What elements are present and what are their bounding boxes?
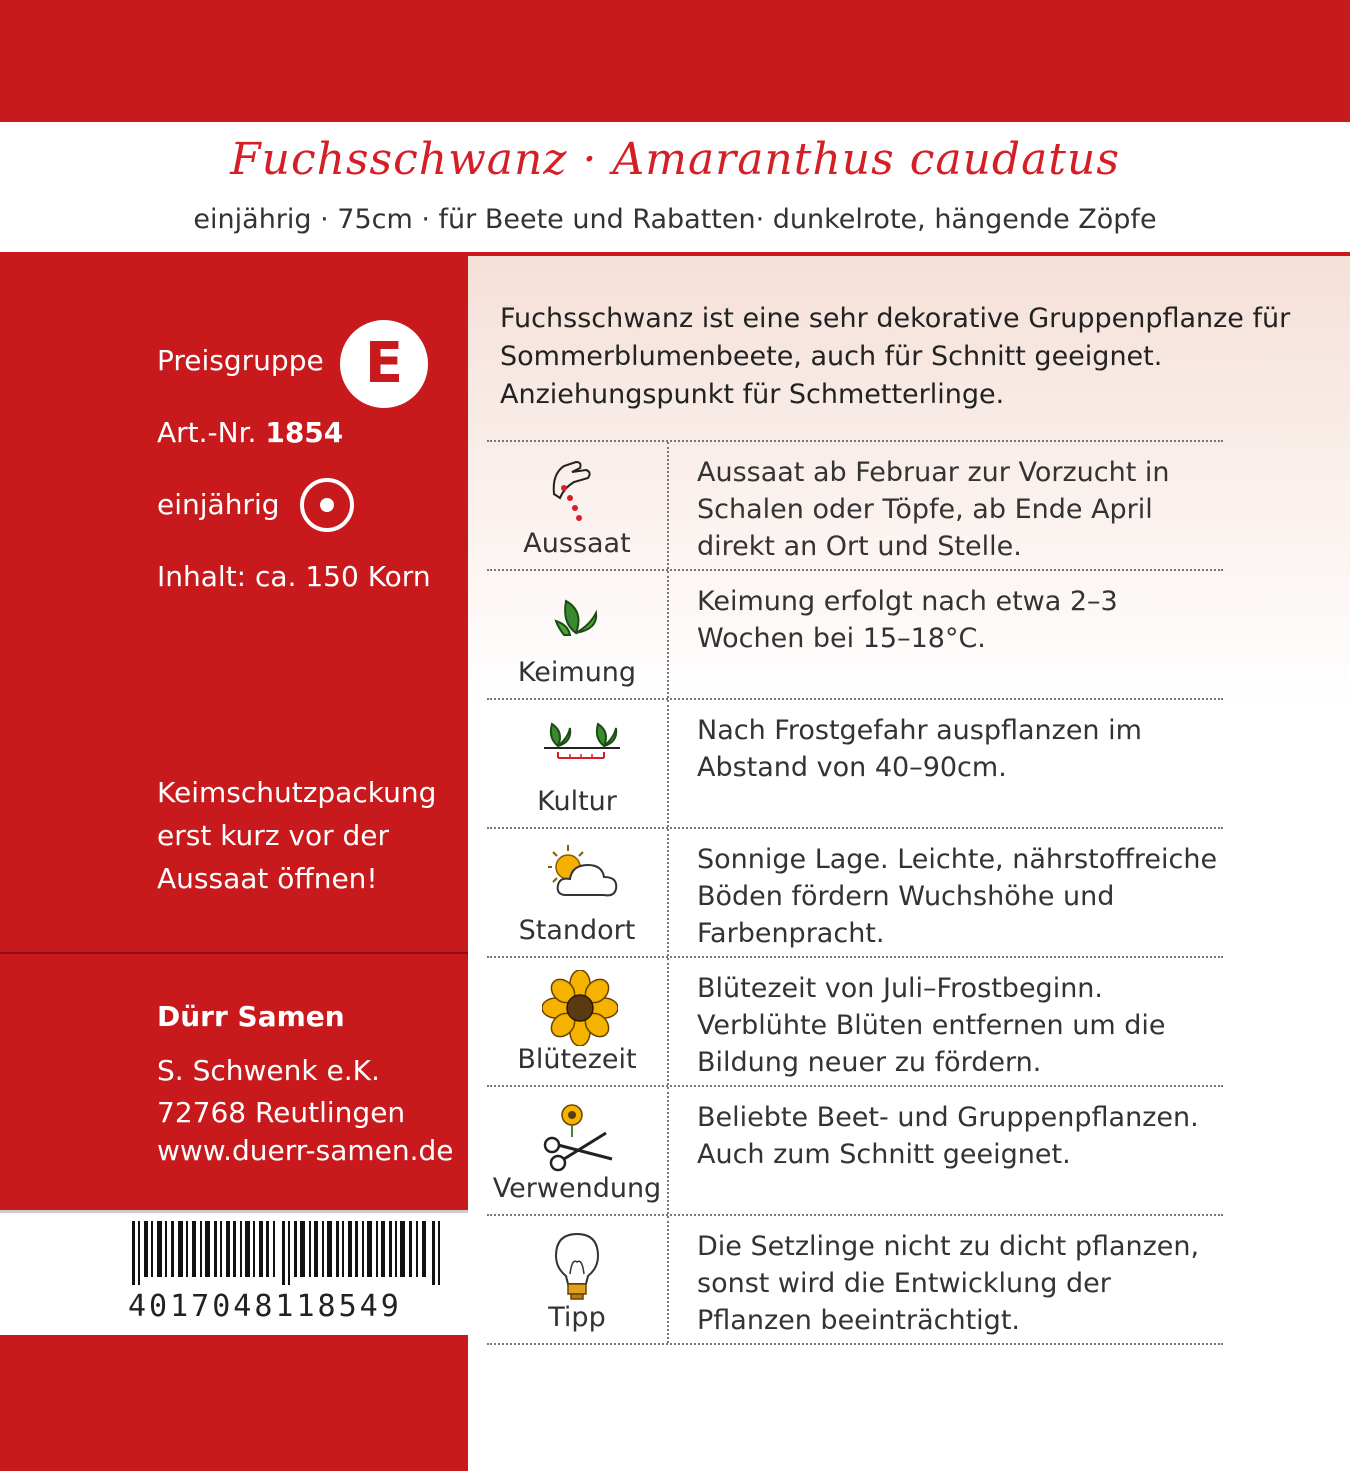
care-row-tipp bbox=[487, 1214, 1223, 1345]
care-row-bluetezeit bbox=[487, 956, 1223, 1085]
care-text: Aussaat ab Februar zur Vorzucht in Schalen oder Töpfe, ab Ende April direkt an Ort und Stelle. bbox=[697, 457, 1170, 562]
care-label: Aussaat bbox=[523, 528, 631, 559]
care-row-aussaat bbox=[487, 440, 1223, 569]
care-icon-cell bbox=[487, 700, 669, 827]
company-website: www.duerr-samen.de bbox=[157, 1134, 454, 1167]
bottom-band bbox=[0, 1335, 468, 1471]
sprout-icon bbox=[542, 583, 612, 653]
notice-line-2: erst kurz vor der bbox=[157, 819, 390, 852]
sidebar-divider bbox=[0, 952, 468, 954]
top-band bbox=[0, 0, 1350, 122]
barcode-area bbox=[0, 1210, 468, 1335]
sun-cloud-icon bbox=[542, 841, 622, 911]
price-group-label: Preisgruppe bbox=[157, 344, 324, 377]
care-text: Sonnige Lage. Leichte, nährstoffreiche Böden fördern Wuchshöhe und Farbenpracht. bbox=[697, 844, 1218, 949]
care-text: Die Setzlinge nicht zu dicht pflanzen, sonst wird die Entwicklung der Pflanzen beeinträchtigt. bbox=[697, 1231, 1200, 1336]
care-text: Blütezeit von Juli–Frostbeginn. Verblühte Blüten entfernen um die Bildung neuer zu fördern. bbox=[697, 973, 1166, 1078]
header bbox=[0, 122, 1350, 252]
care-row-keimung bbox=[487, 569, 1223, 698]
product-title: Fuchsschwanz · Amaranthus caudatus bbox=[230, 134, 1120, 185]
care-row-standort bbox=[487, 827, 1223, 956]
company-brand: Dürr Samen bbox=[157, 1000, 345, 1033]
care-icon-cell bbox=[487, 958, 669, 1085]
flower-icon bbox=[542, 970, 618, 1046]
content-amount: Inhalt: ca. 150 Korn bbox=[157, 560, 431, 593]
care-text: Beliebte Beet- und Gruppenpflanzen. Auch zum Schnitt geeignet. bbox=[697, 1102, 1199, 1170]
care-row-kultur bbox=[487, 698, 1223, 827]
barcode-icon bbox=[132, 1221, 452, 1285]
company-city: 72768 Reutlingen bbox=[157, 1096, 406, 1129]
article-value: 1854 bbox=[265, 416, 344, 449]
care-label: Verwendung bbox=[492, 1173, 662, 1204]
article-number bbox=[157, 416, 343, 449]
care-label: Tipp bbox=[548, 1302, 606, 1333]
article-label: Art.-Nr. bbox=[157, 416, 257, 449]
notice-line-3: Aussaat öffnen! bbox=[157, 862, 378, 895]
care-icon-cell bbox=[487, 571, 669, 698]
care-label: Keimung bbox=[517, 657, 637, 688]
care-label: Standort bbox=[518, 915, 636, 946]
sowing-hand-icon bbox=[542, 454, 612, 524]
care-text: Keimung erfolgt nach etwa 2–3 Wochen bei 15–18°C. bbox=[697, 586, 1118, 654]
care-text: Nach Frostgefahr auspflanzen im Abstand von 40–90cm. bbox=[697, 715, 1142, 783]
care-icon-cell bbox=[487, 1216, 669, 1343]
care-table bbox=[487, 440, 1223, 1345]
care-icon-cell bbox=[487, 1087, 669, 1214]
scissors-flower-icon bbox=[542, 1099, 618, 1175]
care-label: Blütezeit bbox=[517, 1044, 637, 1075]
care-icon-cell bbox=[487, 829, 669, 956]
intro-text: Fuchsschwanz ist eine sehr dekorative Gruppenpflanze für Sommerblumenbeete, auch für Schnitt geeignet. Anziehungspunkt für Schmetterlinge. bbox=[500, 303, 1291, 410]
annual-circle-icon bbox=[300, 478, 354, 532]
company-owner: S. Schwenk e.K. bbox=[157, 1054, 380, 1087]
price-group-badge: E bbox=[340, 320, 428, 408]
care-row-verwendung bbox=[487, 1085, 1223, 1214]
lifecycle-label: einjährig bbox=[157, 488, 280, 521]
product-subtitle: einjährig · 75cm · für Beete und Rabatten· dunkelrote, hängende Zöpfe bbox=[193, 204, 1157, 235]
notice-line-1: Keimschutzpackung bbox=[157, 776, 437, 809]
lightbulb-icon bbox=[542, 1228, 612, 1304]
info-sidebar bbox=[0, 256, 468, 1210]
plant-spacing-icon bbox=[542, 712, 622, 782]
care-icon-cell bbox=[487, 442, 669, 569]
care-label: Kultur bbox=[537, 786, 617, 817]
barcode-number: 4017048118549 bbox=[128, 1289, 402, 1324]
